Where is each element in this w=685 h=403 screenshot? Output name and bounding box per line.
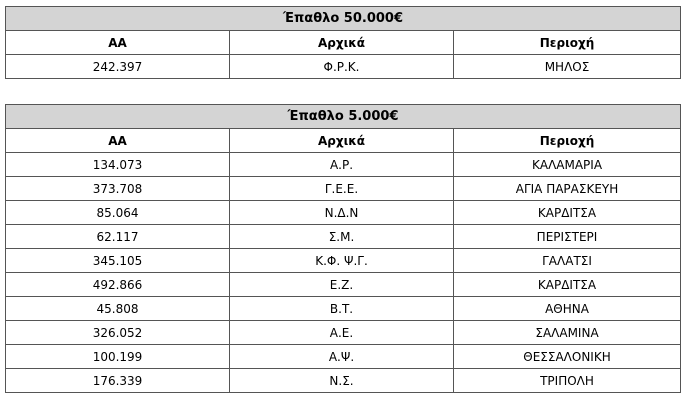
cell-region: ΑΘΗΝΑ: [454, 297, 681, 321]
column-header-region: Περιοχή: [454, 31, 681, 55]
column-header-region: Περιοχή: [454, 129, 681, 153]
cell-aa: 134.073: [6, 153, 230, 177]
cell-region: ΠΕΡΙΣΤΕΡΙ: [454, 225, 681, 249]
cell-aa: 45.808: [6, 297, 230, 321]
cell-aa: 176.339: [6, 369, 230, 393]
cell-initials: Β.Τ.: [230, 297, 454, 321]
table-title-row: [6, 105, 681, 129]
cell-aa: 62.117: [6, 225, 230, 249]
table-row: [6, 321, 681, 345]
cell-region: ΑΓΙΑ ΠΑΡΑΣΚΕΥΗ: [454, 177, 681, 201]
table-row: [6, 345, 681, 369]
cell-aa: 100.199: [6, 345, 230, 369]
table-title: Έπαθλο 50.000€: [6, 7, 681, 31]
cell-initials: Ε.Ζ.: [230, 273, 454, 297]
table-title: Έπαθλο 5.000€: [6, 105, 681, 129]
column-header-aa: ΑΑ: [6, 129, 230, 153]
cell-region: ΘΕΣΣΑΛΟΝΙΚΗ: [454, 345, 681, 369]
cell-initials: Α.Ψ.: [230, 345, 454, 369]
table-row: [6, 297, 681, 321]
cell-initials: Α.Ρ.: [230, 153, 454, 177]
cell-initials: Κ.Φ. Ψ.Γ.: [230, 249, 454, 273]
cell-region: ΤΡΙΠΟΛΗ: [454, 369, 681, 393]
table-title-row: [6, 7, 681, 31]
cell-initials: Σ.Μ.: [230, 225, 454, 249]
column-header-initials: Αρχικά: [230, 31, 454, 55]
cell-region: ΚΑΛΑΜΑΡΙΑ: [454, 153, 681, 177]
table-row: [6, 225, 681, 249]
table-row: [6, 153, 681, 177]
table-row: [6, 201, 681, 225]
column-header-aa: ΑΑ: [6, 31, 230, 55]
cell-region: ΚΑΡΔΙΤΣΑ: [454, 201, 681, 225]
cell-aa: 242.397: [6, 55, 230, 79]
table-row: [6, 177, 681, 201]
table-row: [6, 55, 681, 79]
cell-initials: Γ.Ε.Ε.: [230, 177, 454, 201]
table-header-row: [6, 31, 681, 55]
cell-initials: Φ.Ρ.Κ.: [230, 55, 454, 79]
prize-table-50000: [5, 6, 681, 79]
cell-region: ΚΑΡΔΙΤΣΑ: [454, 273, 681, 297]
cell-aa: 345.105: [6, 249, 230, 273]
cell-initials: Ν.Δ.Ν: [230, 201, 454, 225]
cell-region: ΜΗΛΟΣ: [454, 55, 681, 79]
cell-initials: Α.Ε.: [230, 321, 454, 345]
column-header-initials: Αρχικά: [230, 129, 454, 153]
cell-region: ΓΑΛΑΤΣΙ: [454, 249, 681, 273]
cell-aa: 373.708: [6, 177, 230, 201]
cell-region: ΣΑΛΑΜΙΝΑ: [454, 321, 681, 345]
cell-initials: Ν.Σ.: [230, 369, 454, 393]
table-header-row: [6, 129, 681, 153]
prize-table-5000: [5, 104, 681, 393]
table-row: [6, 369, 681, 393]
cell-aa: 85.064: [6, 201, 230, 225]
cell-aa: 492.866: [6, 273, 230, 297]
table-row: [6, 273, 681, 297]
table-row: [6, 249, 681, 273]
cell-aa: 326.052: [6, 321, 230, 345]
